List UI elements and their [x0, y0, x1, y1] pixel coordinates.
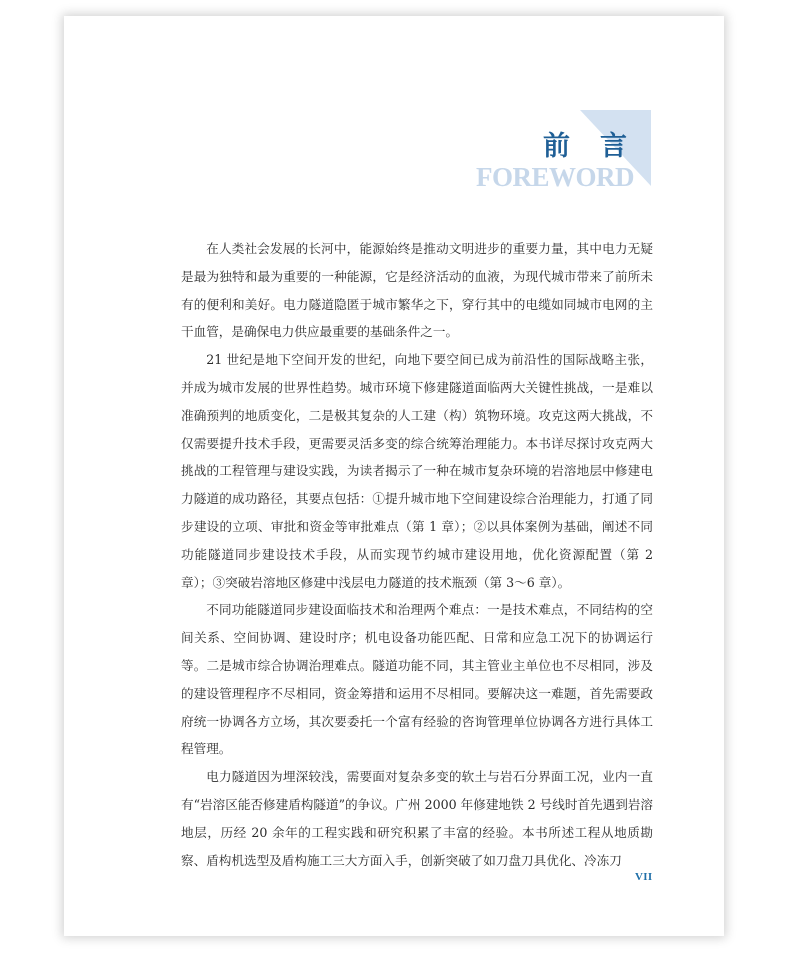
title-chinese: 前言: [543, 131, 657, 162]
paragraph-1: 在人类社会发展的长河中，能源始终是推动文明进步的重要力量，其中电力无疑是最为独特和最为重要的一种能源，它是经济活动的血液，为现代城市带来了前所未有的便利和美好。电力隧道隐匿于城市繁华之下，穿行其中的电缆如同城市电网的主干血管，是确保电力供应最重要的基础条件之一。: [181, 241, 653, 340]
paragraph-3: 不同功能隧道同步建设面临技术和治理两个难点：一是技术难点，不同结构的空间关系、空间协调、建设时序；机电设备功能匹配、日常和应急工况下的协调运行等。二是城市综合协调治理难点。隧道功能不同，其主管业主单位也不尽相同，涉及的建设管理程序不尽相同，资金筹措和运用不尽相同。要解决这一难题，首先需要政府统一协调各方立场，其次要委托一个富有经验的咨询管理单位协调各方进行具体工程管理。: [181, 602, 653, 757]
foreword-body: [181, 235, 653, 874]
paragraph-2: 21 世纪是地下空间开发的世纪，向地下要空间已成为前沿性的国际战略主张，并成为城市发展的世界性趋势。城市环境下修建隧道面临两大关键性挑战，一是难以准确预判的地质变化，二是极其复杂的人工建（构）筑物环境。攻克这两大挑战，不仅需要提升技术手段，更需要灵活多变的综合统筹治理能力。本书详尽探讨攻克两大挑战的工程管理与建设实践，为读者揭示了一种在城市复杂环境的岩溶地层中修建电力隧道的成功路径，其要点包括：①提升城市地下空间建设综合治理能力，打通了同步建设的立项、审批和资金等审批难点（第 1 章）；②以具体案例为基础，阐述不同功能隧道同步建设技术手段，从而实现节约城市建设用地，优化资源配置（第 2 章）；③突破岩溶地区修建中浅层电力隧道的技术瓶颈（第 3～6 章）。: [181, 352, 653, 590]
book-page: [64, 16, 724, 936]
page-number: VII: [635, 871, 653, 883]
paragraph-4: 电力隧道因为埋深较浅，需要面对复杂多变的软土与岩石分界面工况，业内一直有“岩溶区能否修建盾构隧道”的争议。广州 2000 年修建地铁 2 号线时首先遇到岩溶地层，历经 20 余年的工程实践和研究积累了丰富的经验。本书所述工程从地质勘察、盾构机选型及盾构施工三大方面入手，创新突破了如刀盘刀具优化、冷冻刀: [181, 769, 653, 868]
title-english: FOREWORD: [476, 162, 634, 192]
foreword-heading: [64, 16, 724, 216]
